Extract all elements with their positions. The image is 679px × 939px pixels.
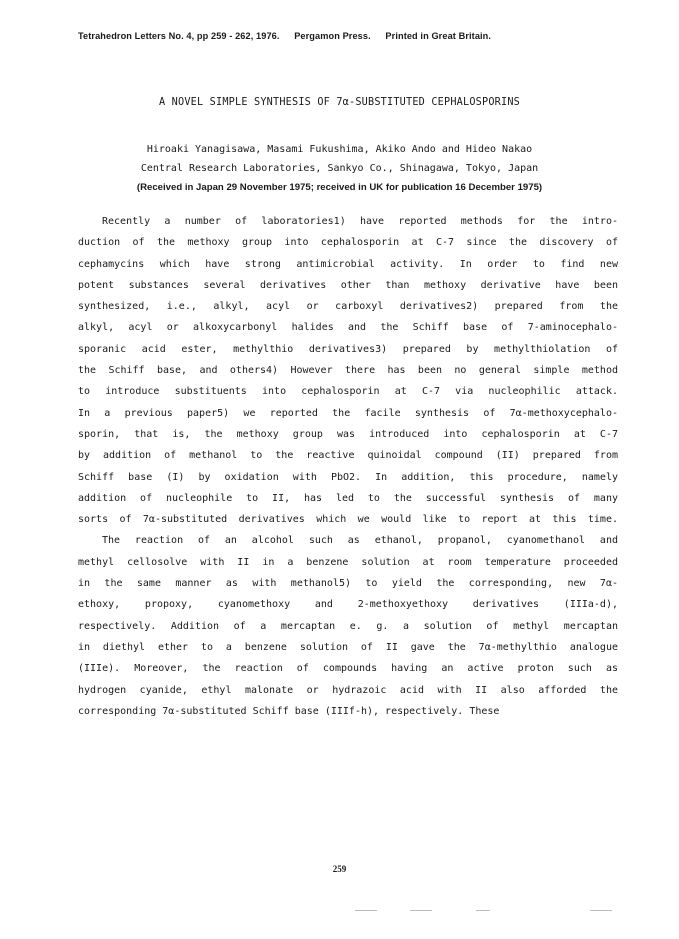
body-line: by addition of methanol to the reactive quinoidal compound (II) prepared from: [78, 450, 618, 462]
body-line: ethoxy, propoxy, cyanomethoxy and 2-methoxyethoxy derivatives (IIIa-d),: [78, 599, 618, 611]
footer-rule: [476, 910, 490, 911]
affiliation: Central Research Laboratories, Sankyo Co., Shinagawa, Tokyo, Japan: [140, 163, 539, 174]
body-line: the Schiff base, and others4) However there has been no general simple method: [78, 365, 618, 377]
body-line: hydrogen cyanide, ethyl malonate or hydrazoic acid with II also afforded the: [78, 684, 618, 696]
publisher-name: Pergamon Press.: [294, 31, 371, 41]
body-line: sporanic acid ester, methylthio derivatives3) prepared by methylthiolation of: [78, 343, 618, 355]
body-line: (IIIe). Moreover, the reaction of compounds having an active proton such as: [78, 663, 618, 675]
page-number: 259: [332, 864, 347, 874]
body-line: synthesized, i.e., alkyl, acyl or carboxyl derivatives2) prepared from the: [78, 301, 618, 313]
body-line: corresponding 7α-substituted Schiff base (IIIf-h), respectively. These: [78, 705, 500, 717]
body-line: to introduce substituents into cephalosporin at C-7 via nucleophilic attack.: [78, 386, 618, 398]
body-line: Schiff base (I) by oxidation with PbO2. In addition, this procedure, namely: [78, 471, 618, 483]
body-line: potent substances several derivatives other than methoxy derivative have been: [78, 279, 618, 291]
running-header: [78, 31, 638, 41]
body-line: duction of the methoxy group into cephalosporin at C-7 since the discovery of: [78, 237, 618, 249]
body-line: methyl cellosolve with II in a benzene solution at room temperature proceeded: [78, 556, 618, 568]
footer-rule: [590, 910, 612, 911]
footer-rule: [355, 910, 377, 911]
article-title: A NOVEL SIMPLE SYNTHESIS OF 7α-SUBSTITUTED CEPHALOSPORINS: [158, 97, 520, 108]
body-line: In a previous paper5) we reported the facile synthesis of 7α-methoxycephalo-: [78, 407, 618, 419]
received-dates: (Received in Japan 29 November 1975; received in UK for publication 16 December 1975): [136, 182, 543, 193]
body-line: respectively. Addition of a mercaptan e. g. a solution of methyl mercaptan: [78, 620, 618, 632]
author-list: Hiroaki Yanagisawa, Masami Fukushima, Akiko Ando and Hideo Nakao: [146, 144, 533, 155]
body-line: alkyl, acyl or alkoxycarbonyl halides and the Schiff base of 7-aminocephalo-: [78, 322, 618, 334]
body-line: sorts of 7α-substituted derivatives which we would like to report at this time.: [78, 514, 618, 526]
body-line: The reaction of an alcohol such as ethanol, propanol, cyanomethanol and: [102, 535, 618, 547]
body-line: sporin, that is, the methoxy group was introduced into cephalosporin at C-7: [78, 428, 618, 440]
article-body: [78, 211, 618, 722]
body-line: cephamycins which have strong antimicrobial activity. In order to find new: [78, 258, 618, 270]
body-line: Recently a number of laboratories1) have reported methods for the intro-: [102, 216, 618, 227]
journal-citation: Tetrahedron Letters No. 4, pp 259 - 262, 1976.: [78, 31, 280, 41]
body-line: addition of nucleophile to II, has led to the successful synthesis of many: [78, 492, 618, 504]
body-line: in diethyl ether to a benzene solution of II gave the 7α-methylthio analogue: [78, 641, 618, 653]
footer-rule: [410, 910, 432, 911]
body-line: in the same manner as with methanol5) to yield the corresponding, new 7α-: [78, 578, 618, 590]
printed-location: Printed in Great Britain.: [385, 31, 492, 41]
